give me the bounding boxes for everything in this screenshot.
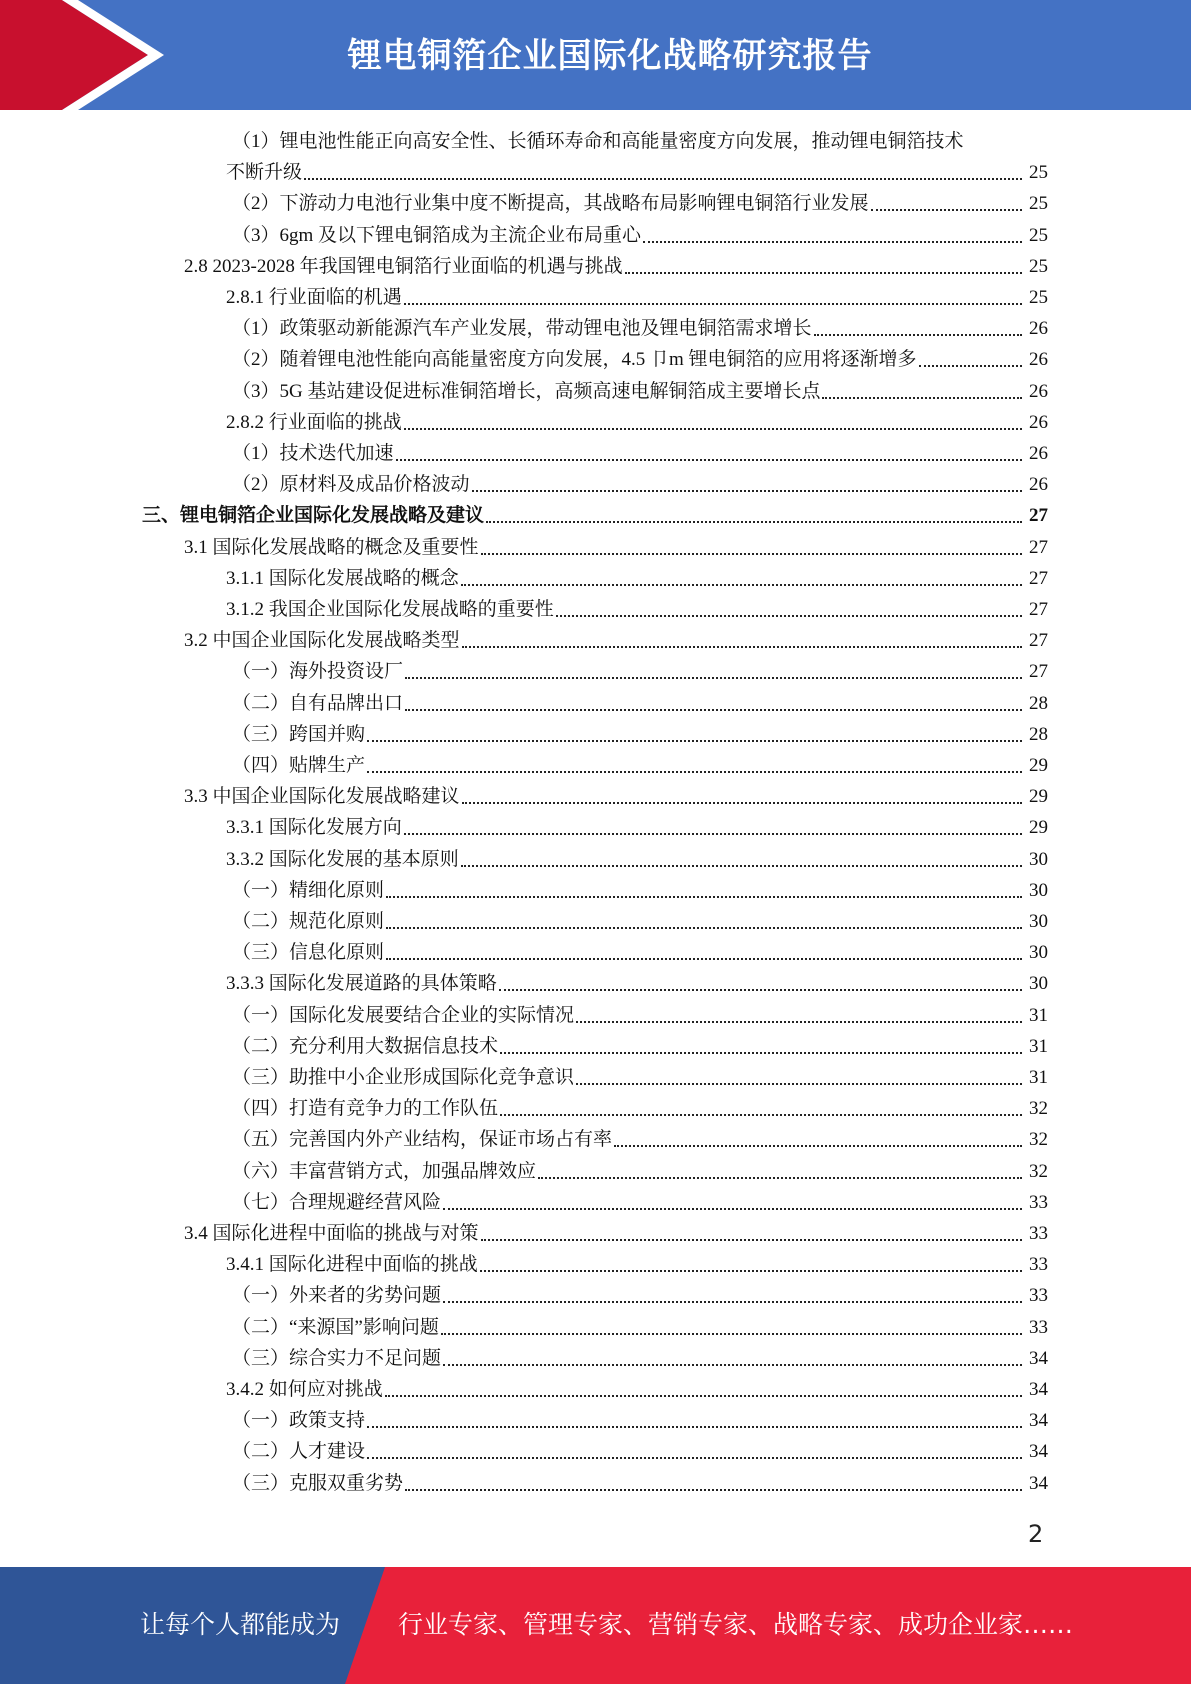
toc-entry[interactable] [232, 750, 1048, 781]
toc-entry[interactable] [184, 532, 1048, 563]
toc-page-number: 27 [1029, 567, 1048, 589]
toc-entry-text: （二）规范化原则 [232, 911, 385, 932]
toc-entry[interactable] [232, 1436, 1048, 1467]
toc-entry-text: （1）锂电池性能正向高安全性、长循环寿命和高能量密度方向发展，推动锂电铜箔技术 [232, 131, 964, 152]
toc-page-number: 32 [1029, 1098, 1048, 1120]
toc-entry[interactable] [226, 563, 1048, 594]
toc-entry[interactable] [232, 1280, 1048, 1311]
toc-leader-dots [367, 771, 1022, 773]
toc-page-number: 31 [1029, 1067, 1048, 1088]
toc-leader-dots [576, 1083, 1022, 1085]
toc-page-number: 30 [1029, 848, 1048, 870]
toc-leader-dots [538, 1177, 1022, 1179]
toc-page-number: 34 [1029, 1472, 1048, 1494]
toc-entry-text: 2.8 2023-2028 年我国锂电铜箔行业面临的机遇与挑战 [184, 255, 623, 277]
toc-page-number: 29 [1029, 786, 1048, 808]
toc-entry-text: 3.1.2 我国企业国际化发展战略的重要性 [226, 599, 554, 620]
toc-entry[interactable] [232, 906, 1048, 937]
toc-leader-dots [625, 272, 1022, 274]
toc-entry[interactable] [226, 968, 1048, 999]
toc-entry-text: 3.4.1 国际化进程中面临的挑战 [226, 1254, 478, 1276]
toc-leader-dots [481, 1239, 1022, 1241]
toc-entry[interactable] [184, 781, 1048, 812]
toc-page-number: 32 [1029, 1160, 1048, 1182]
toc-leader-dots [462, 802, 1022, 804]
toc-entry[interactable] [232, 656, 1048, 687]
toc-page-number: 34 [1029, 1379, 1048, 1400]
toc-page-number: 30 [1029, 879, 1048, 901]
toc-page-number: 27 [1029, 599, 1048, 620]
toc-leader-dots [486, 521, 1022, 523]
toc-leader-dots [461, 584, 1022, 586]
toc-entry-text: 3.1 国际化发展战略的概念及重要性 [184, 536, 479, 558]
toc-entry[interactable] [226, 407, 1048, 438]
toc-entry-text: 3.1.1 国际化发展战略的概念 [226, 567, 459, 589]
toc-entry-text: （三）信息化原则 [232, 942, 385, 964]
toc-leader-dots [461, 865, 1022, 867]
toc-page-number: 27 [1029, 661, 1048, 683]
toc-leader-dots [386, 958, 1022, 960]
toc-leader-dots [443, 1364, 1022, 1366]
page-number: 2 [1028, 1520, 1044, 1548]
toc-leader-dots [643, 241, 1022, 243]
toc-entry-text: （三）跨国并购 [232, 723, 366, 745]
toc-entry-text: （五）完善国内外产业结构，保证市场占有率 [232, 1129, 613, 1151]
toc-entry-text: （二）充分利用大数据信息技术 [232, 1035, 499, 1057]
toc-entry-text: 3.4.2 如何应对挑战 [226, 1379, 383, 1400]
toc-page-number: 25 [1029, 162, 1048, 184]
toc-leader-dots [443, 1208, 1022, 1210]
toc-entry-text: 2.8.1 行业面临的机遇 [226, 287, 402, 308]
toc-leader-dots [304, 178, 1022, 180]
toc-leader-dots [396, 459, 1022, 461]
report-title: 锂电铜箔企业国际化战略研究报告 [347, 36, 873, 76]
toc-entry[interactable] [232, 1093, 1048, 1124]
toc-entry-text: （一）政策支持 [232, 1410, 366, 1432]
toc-page-number: 34 [1029, 1410, 1048, 1432]
toc-entry[interactable] [184, 251, 1048, 282]
toc-leader-dots [385, 1395, 1022, 1397]
toc-leader-dots [443, 1301, 1022, 1303]
toc-leader-dots [480, 1270, 1022, 1272]
toc-entry[interactable] [226, 282, 1048, 313]
toc-entry-text: 3.3 中国企业国际化发展战略建议 [184, 786, 460, 808]
toc-entry-text: （2）随着锂电池性能向高能量密度方向发展，4.5 卩m 锂电铜箔的应用将逐渐增多 [232, 349, 917, 371]
toc-entry[interactable] [232, 188, 1048, 219]
toc-leader-dots [367, 740, 1022, 742]
toc-entry[interactable] [184, 1218, 1048, 1249]
page-header [0, 0, 1191, 110]
toc-page-number: 28 [1029, 723, 1048, 745]
toc-entry-text: （2）下游动力电池行业集中度不断提高，其战略布局影响锂电铜箔行业发展 [232, 193, 869, 215]
toc-entry[interactable] [232, 313, 1048, 344]
toc-page-number: 25 [1029, 193, 1048, 215]
toc-entry[interactable] [232, 376, 1048, 407]
toc-entry-text: （四）打造有竞争力的工作队伍 [232, 1098, 499, 1120]
toc-entry[interactable] [232, 1124, 1048, 1155]
toc-entry-text: 3.3.3 国际化发展道路的具体策略 [226, 973, 497, 995]
toc-entry-text: （一）海外投资设厂 [232, 661, 404, 683]
toc-entry[interactable] [226, 1374, 1048, 1405]
toc-entry-text: （1）技术迭代加速 [232, 443, 394, 464]
toc-page-number: 27 [1029, 630, 1048, 652]
toc-leader-dots [404, 833, 1022, 835]
toc-page-number: 33 [1029, 1223, 1048, 1244]
toc-entry[interactable] [232, 875, 1048, 906]
toc-entry[interactable] [226, 844, 1048, 875]
page-footer [0, 1567, 1191, 1684]
toc-page-number: 33 [1029, 1285, 1048, 1307]
toc-entry-text: （一）国际化发展要结合企业的实际情况 [232, 1004, 575, 1026]
toc-page-number: 25 [1029, 287, 1048, 308]
toc-page-number: 34 [1029, 1347, 1048, 1369]
toc-leader-dots [386, 896, 1022, 898]
toc-entry-text: （六）丰富营销方式，加强品牌效应 [232, 1160, 537, 1182]
toc-entry[interactable] [226, 812, 1048, 843]
toc-entry[interactable] [142, 500, 1048, 531]
toc-leader-dots [404, 303, 1022, 305]
toc-entry[interactable] [232, 1312, 1048, 1343]
toc-page-number: 29 [1029, 755, 1048, 776]
toc-leader-dots [367, 1426, 1022, 1428]
toc-page-number: 31 [1029, 1035, 1048, 1057]
toc-leader-dots [919, 365, 1022, 367]
toc-leader-dots [556, 615, 1022, 617]
toc-page-number: 33 [1029, 1254, 1048, 1276]
toc-entry[interactable] [226, 157, 1048, 188]
toc-entry[interactable] [232, 1468, 1048, 1499]
toc-entry[interactable] [232, 1187, 1048, 1218]
toc-leader-dots [499, 989, 1022, 991]
toc-entry[interactable] [232, 1405, 1048, 1436]
toc-entry[interactable] [232, 719, 1048, 750]
toc-page-number: 34 [1029, 1441, 1048, 1463]
footer-slogan-left: 让每个人都能成为 [140, 1610, 341, 1639]
toc-page-number: 28 [1029, 692, 1048, 714]
toc-entry[interactable] [232, 1343, 1048, 1374]
toc-entry-text: （四）贴牌生产 [232, 755, 366, 776]
toc-page-number: 26 [1029, 411, 1048, 433]
toc-entry-text: 2.8.2 行业面临的挑战 [226, 411, 402, 433]
toc-leader-dots [871, 209, 1022, 211]
toc-entry[interactable] [226, 1249, 1048, 1280]
toc-page-number: 27 [1029, 536, 1048, 558]
toc-entry-text: 3.2 中国企业国际化发展战略类型 [184, 630, 460, 652]
footer-slogan-right: 行业专家、管理专家、营销专家、战略专家、成功企业家…… [398, 1610, 1074, 1639]
toc-leader-dots [462, 646, 1022, 648]
toc-page-number: 30 [1029, 942, 1048, 964]
toc-entry[interactable] [232, 1000, 1048, 1031]
toc-leader-dots [500, 1052, 1022, 1054]
toc-entry-text: 3.3.2 国际化发展的基本原则 [226, 848, 459, 870]
toc-leader-dots [441, 1333, 1022, 1335]
toc-entry-text: （二）自有品牌出口 [232, 692, 404, 714]
toc-leader-dots [614, 1145, 1022, 1147]
toc-entry[interactable] [232, 688, 1048, 719]
toc-entry-text: （三）助推中小企业形成国际化竞争意识 [232, 1067, 575, 1088]
toc-leader-dots [576, 1021, 1022, 1023]
toc-leader-dots [405, 1489, 1022, 1491]
toc-leader-dots [822, 397, 1022, 399]
toc-entry-text: （一）精细化原则 [232, 879, 385, 901]
toc-page-number: 29 [1029, 817, 1048, 839]
toc-page-number: 33 [1029, 1191, 1048, 1213]
toc-page-number: 26 [1029, 380, 1048, 402]
toc-entry-text: 三、锂电铜箔企业国际化发展战略及建议 [142, 505, 485, 527]
toc-page-number: 25 [1029, 224, 1048, 246]
toc-entry-text: （1）政策驱动新能源汽车产业发展，带动锂电池及锂电铜箔需求增长 [232, 318, 812, 340]
toc-page-number: 30 [1029, 973, 1048, 995]
toc-page-number: 33 [1029, 1316, 1048, 1338]
toc-leader-dots [405, 709, 1022, 711]
toc-entry[interactable] [232, 937, 1048, 968]
toc-entry[interactable] [232, 1031, 1048, 1062]
toc-entry-text: （二）人才建设 [232, 1441, 366, 1463]
toc-entry[interactable] [232, 1062, 1048, 1093]
toc-entry-text: （二）“来源国”影响问题 [232, 1316, 439, 1338]
toc-page-number: 26 [1029, 318, 1048, 340]
toc-entry-text: （三）综合实力不足问题 [232, 1347, 442, 1369]
toc-entry[interactable] [232, 344, 1048, 375]
toc-leader-dots [481, 553, 1022, 555]
toc-leader-dots [814, 334, 1022, 336]
toc-leader-dots [367, 1457, 1022, 1459]
toc-page-number: 30 [1029, 911, 1048, 932]
toc-entry-text: （七）合理规避经营风险 [232, 1191, 442, 1213]
toc-page-number: 25 [1029, 255, 1048, 277]
toc-entry-text: （2）原材料及成品价格波动 [232, 474, 470, 496]
toc-page-number: 26 [1029, 474, 1048, 496]
toc-entry[interactable] [232, 1156, 1048, 1187]
toc-page-number: 32 [1029, 1129, 1048, 1151]
toc-page-number: 31 [1029, 1004, 1048, 1026]
toc-leader-dots [500, 1114, 1022, 1116]
toc-page-number: 27 [1029, 505, 1048, 527]
toc-entry-text: 3.4 国际化进程中面临的挑战与对策 [184, 1223, 479, 1244]
toc-page-number: 26 [1029, 349, 1048, 371]
toc-entry-text: （3）5G 基站建设促进标准铜箔增长，高频高速电解铜箔成主要增长点 [232, 380, 821, 402]
toc-entry-text: 3.3.1 国际化发展方向 [226, 817, 402, 839]
toc-leader-dots [404, 428, 1022, 430]
toc-entry[interactable] [232, 469, 1048, 500]
toc-entry[interactable] [232, 438, 1048, 469]
toc-leader-dots [386, 927, 1022, 929]
toc-leader-dots [472, 490, 1022, 492]
toc-page-number: 26 [1029, 443, 1048, 464]
toc-leader-dots [405, 677, 1022, 679]
toc-entry-continuation: 不断升级 [226, 162, 303, 184]
toc-entry-text: （一）外来者的劣势问题 [232, 1285, 442, 1307]
toc-entry-text: （三）克服双重劣势 [232, 1472, 404, 1494]
toc-entry[interactable] [226, 594, 1048, 625]
toc-entry-text: （3）6gm 及以下锂电铜箔成为主流企业布局重心 [232, 224, 642, 246]
toc-entry[interactable] [232, 220, 1048, 251]
toc-entry[interactable] [184, 625, 1048, 656]
